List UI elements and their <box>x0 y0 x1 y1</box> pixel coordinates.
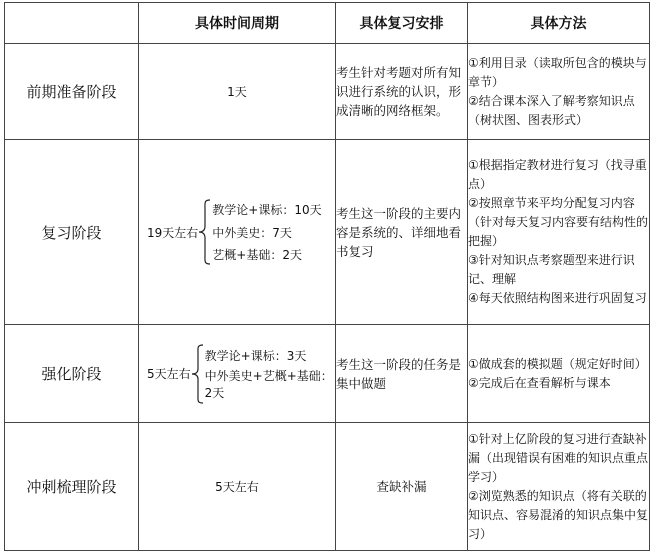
methods-cell <box>468 44 650 140</box>
table-row <box>5 423 650 551</box>
arrangement-cell: 考生这一阶段的任务是集中做题 <box>336 325 468 423</box>
method-item: ②完成后在查看解析与课本 <box>468 375 611 390</box>
header-row <box>5 3 650 44</box>
arrangement-cell: 考生这一阶段的主要内容是系统的、详细地看书复习 <box>336 140 468 325</box>
stage-cell: 冲刺梳理阶段 <box>5 423 139 551</box>
time-cycle-cell <box>139 140 336 325</box>
study-plan-table <box>4 2 650 551</box>
time-breakdown <box>139 199 335 265</box>
method-item: ①针对上亿阶段的复习进行查缺补漏（出现错误有困难的知识点重点学习） <box>468 431 649 484</box>
method-item: ④每天依照结构图来进行巩固复习 <box>468 291 647 305</box>
stage-cell: 强化阶段 <box>5 325 139 423</box>
header-arrangement: 具体复习安排 <box>336 3 468 44</box>
time-breakdown-list <box>212 201 321 263</box>
method-item: ②按照章节来平均分配复习内容（针对每天复习内容要有结构性的把握） <box>468 196 649 248</box>
time-cycle-cell <box>139 325 336 423</box>
method-item: ①利用目录（读取所包含的模块与章节） <box>468 55 647 89</box>
methods-cell <box>468 423 650 551</box>
time-breakdown-list <box>205 347 335 401</box>
header-methods: 具体方法 <box>468 3 650 44</box>
time-cycle-cell: 1天 <box>139 44 336 140</box>
arrangement-cell: 考生针对考题对所有知识进行系统的认识，形成清晰的网络框架。 <box>336 44 468 140</box>
stage-cell: 前期准备阶段 <box>5 44 139 140</box>
methods-cell <box>468 140 650 325</box>
method-item: ③针对知识点考察题型来进行识记、理解 <box>468 253 635 286</box>
time-breakdown-item: 中外美史+艺概+基础：2天 <box>204 368 333 400</box>
method-item: ①根据指定教材进行复习（找寻重点） <box>468 158 647 191</box>
time-total: 19天左右 <box>147 225 199 240</box>
header-time-cycle: 具体时间周期 <box>139 3 336 44</box>
table-row <box>5 325 650 423</box>
table-row <box>5 140 650 325</box>
time-breakdown-item: 艺概+基础：2天 <box>212 248 302 262</box>
time-cycle-cell: 5天左右 <box>139 423 336 551</box>
time-breakdown-item: 教学论+课标：10天 <box>212 203 322 217</box>
stage-cell: 复习阶段 <box>5 140 139 325</box>
time-breakdown-item: 中外美史：7天 <box>212 225 292 240</box>
method-item: ①做成套的模拟题（规定好时间） <box>468 356 647 371</box>
arrangement-cell: 查缺补漏 <box>336 423 468 551</box>
method-item: ②浏览熟悉的知识点（将有关联的知识点、容易混淆的知识点集中复习） <box>468 488 649 541</box>
time-breakdown-item: 教学论+课标：3天 <box>204 348 307 363</box>
table-row <box>5 44 650 140</box>
header-stage <box>5 3 139 44</box>
method-item: ②结合课本深入了解考察知识点（树状图、图表形式） <box>468 93 635 127</box>
time-breakdown <box>139 344 335 404</box>
methods-cell <box>468 325 650 423</box>
time-total: 5天左右 <box>147 367 191 381</box>
left-brace-icon <box>198 199 212 265</box>
left-brace-icon <box>191 344 205 404</box>
